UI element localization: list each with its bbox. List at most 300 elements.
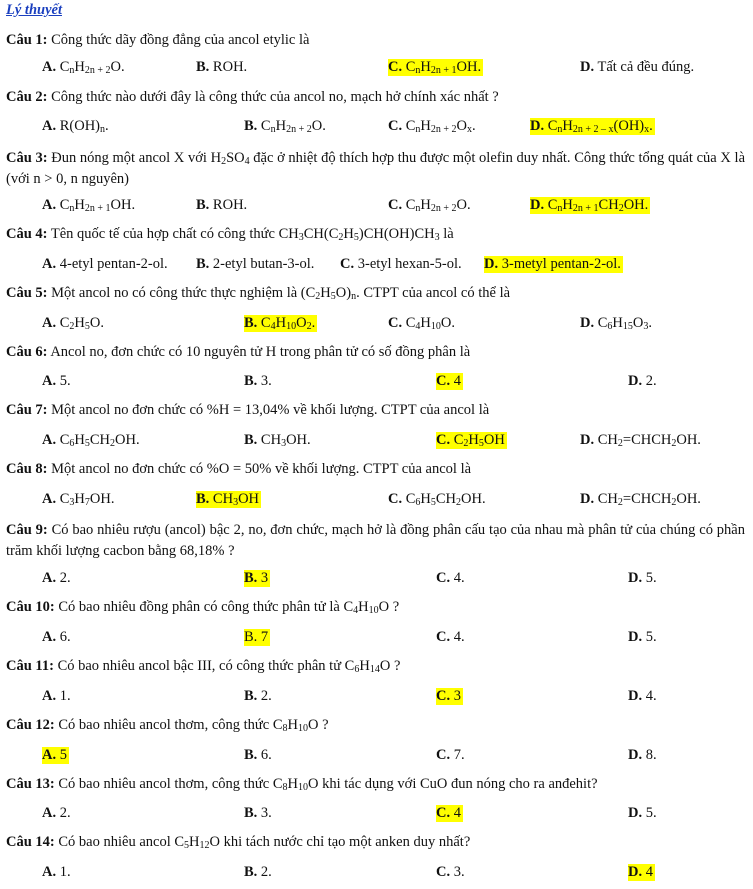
option-text <box>261 432 311 448</box>
option-label: C. <box>436 373 451 389</box>
text-run: 1. <box>59 688 71 704</box>
option-text <box>213 256 314 272</box>
answer-options <box>0 570 753 590</box>
subscript: 3 <box>69 497 75 508</box>
text-run: Tên quốc tế của hợp chất có công thức CH <box>50 226 299 242</box>
subscript: 3 <box>298 232 304 243</box>
text-run: O. <box>311 118 326 134</box>
text-run: OH. <box>115 432 140 448</box>
answer-option-c <box>436 747 465 764</box>
subscript: 3 <box>233 497 239 508</box>
answer-options <box>0 629 753 649</box>
text-run: H <box>420 315 431 331</box>
text-run: Tất cả đều đúng. <box>597 59 695 75</box>
subscript: 5 <box>184 840 190 851</box>
option-text <box>60 491 115 507</box>
answer-option-a <box>42 629 71 646</box>
text-run: H <box>420 59 431 75</box>
answer-options <box>0 688 753 708</box>
answer-option-c <box>436 570 465 587</box>
answer-option-d <box>628 688 657 705</box>
answer-option-c <box>388 491 486 508</box>
text-run: H <box>420 118 431 134</box>
text-run: C <box>260 118 271 134</box>
text-run: 7. <box>453 747 465 763</box>
option-label: B. <box>244 747 258 763</box>
question-text <box>6 522 745 559</box>
text-run: C <box>405 197 416 213</box>
option-label: D. <box>580 315 595 331</box>
option-text <box>213 491 259 507</box>
text-run: O khi tác dụng với CuO đun nóng cho ra anđehit? <box>308 776 598 792</box>
option-text <box>646 864 653 880</box>
text-run: 6. <box>59 629 71 645</box>
option-text <box>454 629 465 645</box>
subscript: 10 <box>430 321 441 332</box>
option-label: C. <box>388 59 403 75</box>
question-text <box>51 89 499 105</box>
text-run: H <box>359 658 370 674</box>
question-number: Câu 13: <box>6 776 55 792</box>
text-run: Một ancol no có công thức thực nghiệm là (C <box>51 285 316 301</box>
text-run: H <box>287 717 298 733</box>
answer-option-c <box>340 256 462 273</box>
text-run: H <box>275 118 287 134</box>
text-run: O. <box>89 315 104 331</box>
text-run: C <box>59 197 70 213</box>
subscript: 2n + 2 – x <box>572 124 614 135</box>
text-run: CH <box>597 432 618 448</box>
text-run: H <box>468 432 479 448</box>
question-text <box>58 776 597 792</box>
question-stem <box>6 226 745 243</box>
option-text <box>454 570 465 586</box>
option-text <box>60 747 67 763</box>
question-stem <box>6 402 745 419</box>
question-stem <box>6 89 745 106</box>
question-number: Câu 12: <box>6 717 55 733</box>
option-text <box>261 864 272 880</box>
option-text <box>454 805 461 821</box>
text-run: C <box>59 59 70 75</box>
option-text <box>60 197 135 213</box>
text-run: H <box>612 315 623 331</box>
text-run: H <box>343 226 354 242</box>
subscript: 2n + 2 <box>430 124 457 135</box>
question-stem <box>6 344 745 361</box>
question-number: Câu 10: <box>6 599 55 615</box>
text-run: OH <box>238 491 260 507</box>
text-run: 5. <box>645 570 657 586</box>
question-text <box>51 402 489 418</box>
subscript: n <box>100 124 106 135</box>
text-run: CH <box>89 432 111 448</box>
question-stem <box>6 148 745 190</box>
text-run: 5 <box>59 747 67 763</box>
question-number: Câu 6: <box>6 344 48 360</box>
answer-option-b <box>244 805 272 822</box>
text-run: Một ancol no đơn chức có %H = 13,04% về khối lượng. CTPT của ancol là <box>51 402 490 418</box>
question-stem <box>6 658 745 675</box>
option-label: D. <box>484 256 499 272</box>
answer-option-b <box>244 118 326 135</box>
question-number: Câu 4: <box>6 226 48 242</box>
text-run: O <box>296 315 307 331</box>
answer-option-c <box>436 864 465 881</box>
subscript: n <box>557 203 563 214</box>
option-text <box>60 432 140 448</box>
text-run: 3-etyl hexan-5-ol. <box>357 256 462 272</box>
text-run: H <box>189 834 200 850</box>
option-text <box>646 805 657 821</box>
question-number: Câu 11: <box>6 658 54 674</box>
option-text <box>261 629 268 645</box>
text-run: SO <box>226 150 245 166</box>
option-label: A. <box>42 59 57 75</box>
question-text <box>58 834 470 850</box>
option-text <box>60 629 71 645</box>
option-label: A. <box>42 256 57 272</box>
subscript: 2 <box>671 438 677 449</box>
text-run: 3. <box>453 864 465 880</box>
subscript: 2n + 1 <box>572 203 599 214</box>
subscript: 2n + 2 <box>84 65 111 76</box>
text-run: R(OH) <box>59 118 101 134</box>
option-text <box>598 491 701 507</box>
option-text <box>60 805 71 821</box>
text-run: . <box>311 315 316 331</box>
text-run: H <box>74 491 85 507</box>
option-text <box>646 747 657 763</box>
subscript: 2 <box>69 321 75 332</box>
answer-option-c <box>436 629 465 646</box>
text-run: OH. <box>676 432 701 448</box>
subscript: 5 <box>84 321 90 332</box>
subscript: 2 <box>456 497 462 508</box>
text-run: O. <box>440 315 455 331</box>
option-text <box>358 256 462 272</box>
option-text <box>646 373 657 389</box>
option-label: C. <box>436 570 451 586</box>
answer-option-b-correct <box>196 491 261 508</box>
question-stem <box>6 520 745 562</box>
question-text <box>51 461 471 477</box>
subscript: 2 <box>315 291 321 302</box>
option-text <box>60 570 71 586</box>
question-text <box>51 226 454 242</box>
subscript: n <box>415 203 421 214</box>
text-run: CH <box>435 491 457 507</box>
answer-option-c <box>388 197 471 214</box>
subscript: 2 <box>463 438 469 449</box>
answer-option-c-correct <box>436 805 463 822</box>
text-run: H <box>562 118 573 134</box>
answer-option-b <box>196 256 314 273</box>
option-text <box>406 315 455 331</box>
option-label: C. <box>436 688 451 704</box>
text-run: C <box>405 59 416 75</box>
answer-options <box>0 491 753 511</box>
option-label: D. <box>628 805 643 821</box>
answer-option-a <box>42 373 71 390</box>
text-run: OH. <box>89 491 115 507</box>
text-run: Một ancol no đơn chức có %O = 50% về khối lượng. CTPT của ancol là <box>51 461 472 477</box>
option-label: D. <box>628 570 643 586</box>
text-run: CH <box>260 432 282 448</box>
subscript: x <box>644 124 650 135</box>
text-run: C <box>260 315 271 331</box>
answer-option-d <box>628 373 657 390</box>
text-run: 4. <box>453 570 465 586</box>
text-run: Có bao nhiêu rượu (ancol) bậc 2, no, đơn chức, mạch hở là đồng phân cấu tạo của nhau mà phân tử của chúng có phần trăm khối lượng cacbon bằng 68,18% ? <box>6 522 745 559</box>
question-stem <box>6 285 745 302</box>
text-run: 8. <box>645 747 657 763</box>
answer-options <box>0 805 753 825</box>
text-run: 2. <box>59 570 71 586</box>
option-label: B. <box>244 864 258 880</box>
text-run: 1. <box>59 864 71 880</box>
option-label: A. <box>42 491 57 507</box>
option-text <box>646 629 657 645</box>
text-run: H <box>562 197 573 213</box>
subscript: 5 <box>430 497 436 508</box>
subscript: 4 <box>270 321 276 332</box>
answer-options <box>0 315 753 335</box>
text-run: 3. <box>260 805 272 821</box>
option-label: D. <box>530 118 545 134</box>
text-run: Ancol no, đơn chức có 10 nguyên tử H trong phân tử có số đồng phân là <box>50 344 471 360</box>
text-run: CH <box>598 197 619 213</box>
text-run: C <box>59 432 70 448</box>
answer-options <box>0 197 753 217</box>
text-run: C <box>59 491 70 507</box>
option-text <box>60 256 168 272</box>
answer-options <box>0 59 753 79</box>
answer-options <box>0 747 753 767</box>
option-label: C. <box>436 432 451 448</box>
answer-option-c-correct <box>436 688 463 705</box>
text-run: C <box>597 315 608 331</box>
answer-option-d-correct <box>628 864 655 881</box>
text-run: Có bao nhiêu ancol thơm, công thức C <box>58 776 283 792</box>
option-label: A. <box>42 432 57 448</box>
option-text <box>60 864 71 880</box>
answer-option-a <box>42 197 135 214</box>
option-label: D. <box>580 491 595 507</box>
question-number: Câu 8: <box>6 461 48 477</box>
text-run: C <box>547 118 558 134</box>
subscript: n <box>557 124 563 135</box>
text-run: H <box>420 491 431 507</box>
question-stem <box>6 32 745 49</box>
text-run: H <box>74 315 85 331</box>
option-label: B. <box>244 629 258 645</box>
text-run: (OH) <box>613 118 645 134</box>
text-run: =CHCH <box>622 432 672 448</box>
subscript: 2n + 2 <box>430 203 457 214</box>
answer-option-d-correct <box>530 118 655 135</box>
option-text <box>502 256 621 272</box>
text-run: 2. <box>260 688 272 704</box>
answer-option-d-correct <box>530 197 650 214</box>
option-text <box>261 373 272 389</box>
answer-option-d <box>628 805 657 822</box>
answer-option-b-correct <box>244 629 270 646</box>
question-number: Câu 1: <box>6 32 48 48</box>
option-label: A. <box>42 629 57 645</box>
subscript: n <box>415 124 421 135</box>
question-number: Câu 14: <box>6 834 55 850</box>
option-label: C. <box>340 256 355 272</box>
text-run: Có bao nhiêu ancol bậc III, có công thức phân tử C <box>57 658 355 674</box>
option-text <box>454 864 465 880</box>
option-label: B. <box>244 688 258 704</box>
subscript: 3 <box>643 321 649 332</box>
subscript: 12 <box>199 840 210 851</box>
option-label: C. <box>388 197 403 213</box>
option-label: C. <box>436 747 451 763</box>
question-stem <box>6 599 745 616</box>
text-run: 3 <box>260 570 269 586</box>
text-run: O <box>456 118 468 134</box>
subscript: 5 <box>84 438 90 449</box>
subscript: 4 <box>244 156 250 167</box>
subscript: n <box>69 65 75 76</box>
answer-option-a <box>42 570 71 587</box>
text-run: O <box>632 315 644 331</box>
text-run: là <box>439 226 454 242</box>
option-label: A. <box>42 688 57 704</box>
subscript: 2 <box>671 497 677 508</box>
text-run: H <box>320 285 331 301</box>
option-label: C. <box>388 118 403 134</box>
subscript: 6 <box>354 664 360 675</box>
option-text <box>454 688 461 704</box>
subscript: 2 <box>110 438 116 449</box>
subscript: 3 <box>281 438 287 449</box>
option-text <box>261 747 272 763</box>
text-run: H <box>287 776 298 792</box>
subscript: 2 <box>618 203 624 214</box>
text-run: C <box>547 197 558 213</box>
text-run: 6. <box>260 747 272 763</box>
text-run: H <box>74 197 85 213</box>
option-label: C. <box>388 491 403 507</box>
option-text <box>454 747 465 763</box>
option-label: D. <box>580 432 595 448</box>
subscript: 2 <box>617 497 623 508</box>
text-run: CH(C <box>303 226 339 242</box>
answer-options <box>0 432 753 452</box>
question-number: Câu 3: <box>6 150 48 166</box>
answer-option-b <box>244 747 272 764</box>
option-label: B. <box>244 118 258 134</box>
text-run: C <box>453 432 464 448</box>
answer-option-d <box>580 491 701 508</box>
text-run: CH <box>597 491 618 507</box>
subscript: 2n + 2 <box>286 124 312 135</box>
question-text <box>6 150 745 187</box>
text-run: OH. <box>286 432 311 448</box>
text-run: O. <box>110 59 125 75</box>
subscript: 8 <box>282 782 288 793</box>
answer-option-b-correct <box>244 570 270 587</box>
text-run: 2. <box>260 864 272 880</box>
text-run: 4. <box>645 688 657 704</box>
text-run: . CTPT của ancol có thể là <box>356 285 511 301</box>
question-number: Câu 7: <box>6 402 48 418</box>
option-label: C. <box>436 864 451 880</box>
text-run: O. <box>456 197 471 213</box>
option-text <box>60 373 71 389</box>
text-run: OH. <box>110 197 136 213</box>
answer-option-c <box>388 118 476 135</box>
answer-option-a <box>42 59 125 76</box>
option-text <box>213 59 247 75</box>
text-run: C <box>405 491 416 507</box>
option-label: B. <box>244 432 258 448</box>
text-run: OH <box>483 432 505 448</box>
question-number: Câu 9: <box>6 522 48 538</box>
subscript: 5 <box>330 291 336 302</box>
text-run: 2. <box>645 373 657 389</box>
option-text <box>646 570 657 586</box>
subscript: 3 <box>434 232 440 243</box>
answer-option-c <box>388 315 455 332</box>
subscript: 2 <box>338 232 344 243</box>
option-text <box>261 118 326 134</box>
answer-options <box>0 864 753 884</box>
answer-option-d-correct <box>484 256 623 273</box>
option-text <box>406 197 471 213</box>
subscript: 5 <box>478 438 484 449</box>
answer-option-d <box>628 570 657 587</box>
option-text <box>261 805 272 821</box>
option-text <box>548 197 649 213</box>
answer-option-b <box>196 59 247 76</box>
subscript: 10 <box>286 321 297 332</box>
text-run: 4-etyl pentan-2-ol. <box>59 256 168 272</box>
answer-option-a <box>42 256 168 273</box>
text-run: O) <box>335 285 352 301</box>
text-run: O ? <box>308 717 329 733</box>
text-run: OH. <box>456 59 482 75</box>
option-text <box>646 688 657 704</box>
subscript: 5 <box>353 232 359 243</box>
option-text <box>548 118 653 134</box>
option-text <box>261 315 315 331</box>
question-text <box>51 32 309 48</box>
option-label: A. <box>42 118 57 134</box>
subscript: 6 <box>69 438 75 449</box>
text-run: Có bao nhiêu ancol thơm, công thức C <box>58 717 283 733</box>
question-number: Câu 2: <box>6 89 48 105</box>
subscript: n <box>270 124 276 135</box>
text-run: O ? <box>378 599 400 615</box>
answer-option-b <box>244 688 272 705</box>
option-text <box>60 118 109 134</box>
text-run: Có bao nhiêu đồng phân có công thức phân tử là C <box>58 599 354 615</box>
answer-option-a-correct <box>42 747 69 764</box>
text-run: 2-etyl butan-3-ol. <box>212 256 315 272</box>
subscript: 6 <box>607 321 613 332</box>
answer-option-a <box>42 118 109 135</box>
text-run: 3 <box>453 688 461 704</box>
option-text <box>454 373 461 389</box>
answer-options <box>0 373 753 393</box>
question-stem <box>6 461 745 478</box>
option-text <box>597 59 694 75</box>
